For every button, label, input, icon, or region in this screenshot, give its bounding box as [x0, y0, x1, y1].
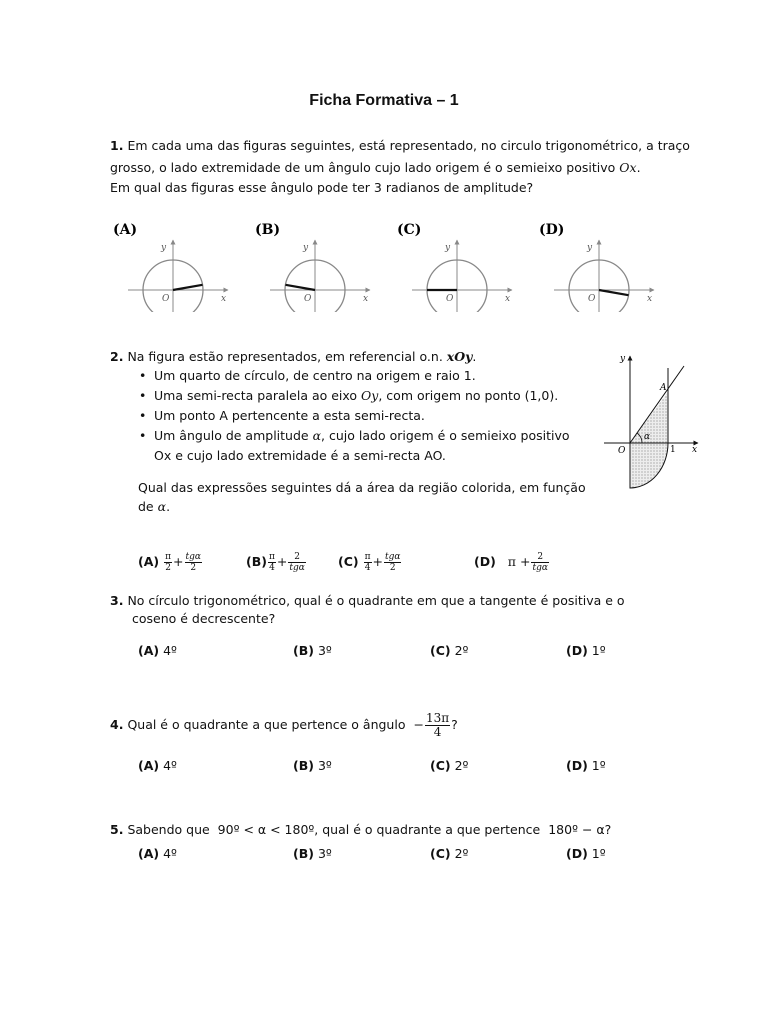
option-value: 1º — [591, 643, 606, 658]
bullet-4-text-c: Ox e cujo lado extremidade é a semi-recta AO. — [154, 448, 446, 463]
question-2-math-xoy: xOy — [446, 349, 473, 364]
frac-den: 4 — [433, 725, 442, 739]
question-1-math-ox: Ox — [619, 160, 637, 175]
y-label: y — [620, 354, 626, 364]
one-label: 1 — [670, 445, 676, 455]
bullet-2-text-a: Uma semi-recta paralela ao eixo — [154, 388, 358, 403]
q5-option-b — [293, 846, 332, 861]
option-value: 3º — [317, 758, 332, 773]
alpha-label: α — [644, 432, 651, 442]
question-2-bullets — [137, 366, 570, 466]
option-label: (C) — [430, 758, 451, 773]
origin-label: O — [162, 294, 170, 304]
q2-option-c — [338, 552, 402, 573]
bullet-4-text-a: Um ângulo de amplitude — [154, 428, 309, 443]
frac-den: tgα — [532, 563, 548, 573]
bullet-4 — [137, 426, 570, 446]
plus-sign: + — [276, 554, 288, 569]
origin-label: O — [446, 294, 454, 304]
y-label: y — [587, 243, 593, 253]
question-4-number: 4. — [110, 717, 124, 732]
question-3-line-1 — [110, 591, 625, 611]
q2-option-c-frac2 — [384, 552, 401, 573]
option-label: (A) — [138, 758, 160, 773]
q2-option-a — [138, 552, 203, 573]
question-2-question-alpha: α — [157, 499, 167, 514]
frac-num: tgα — [185, 552, 201, 562]
shaded-quarter-circle — [630, 443, 668, 488]
unit-circle-figure — [397, 222, 512, 312]
option-label: (B) — [293, 643, 314, 658]
option-value: 2º — [454, 643, 469, 658]
q5-option-a — [138, 846, 177, 861]
q2-option-d-frac — [531, 552, 548, 573]
bullet-4-continuation — [137, 446, 570, 466]
origin-label: O — [588, 294, 596, 304]
unit-circle-figure — [255, 222, 370, 312]
terminal-side — [173, 285, 203, 290]
frac-num: 2 — [288, 552, 305, 563]
question-1-figures — [105, 212, 675, 312]
question-1-text-2: grosso, o lado extremidade de um ângulo cujo lado origem é o semieixo positivo — [110, 160, 616, 175]
option-value: 3º — [317, 643, 332, 658]
q3-option-d — [566, 643, 606, 658]
question-5-math-2: 180º − α — [548, 822, 605, 837]
frac-den: 4 — [364, 563, 371, 573]
option-value: 2º — [454, 758, 469, 773]
x-label: x — [221, 294, 227, 304]
figure-label: (A) — [113, 222, 138, 238]
question-2-intro-text: Na figura estão representados, em referencial o.n. — [127, 349, 443, 364]
question-5-line — [110, 820, 611, 840]
unit-circle-figure — [539, 222, 654, 312]
bullet-2-text-b: , com origem no ponto (1,0). — [378, 388, 559, 403]
q2-option-a-frac2 — [185, 552, 202, 573]
question-4-line — [110, 709, 458, 741]
frac-num: π — [364, 552, 371, 562]
frac-den: 2 — [190, 563, 197, 573]
q3-option-a — [138, 643, 177, 658]
frac-num: π — [165, 552, 172, 562]
question-2-question-end: . — [166, 499, 171, 514]
q2-option-c-frac1 — [364, 552, 372, 573]
frac-num: π — [268, 552, 275, 562]
bullet-1: • Um quarto de círculo, de centro na origem e raio 1. — [137, 366, 570, 386]
option-label: (D) — [566, 758, 588, 773]
plus-sign: + — [372, 554, 383, 569]
q2-option-a-label: (A) — [138, 554, 160, 569]
terminal-side — [599, 290, 629, 295]
option-value: 3º — [317, 846, 332, 861]
bullet-2-math-oy: Oy — [361, 388, 379, 403]
question-2-question-de: de — [138, 499, 154, 514]
point-a-label: A — [660, 383, 667, 393]
page-title: Ficha Formativa – 1 — [309, 92, 459, 109]
q2-option-b-frac1 — [268, 552, 276, 573]
bullet-4-math-alpha: α — [312, 428, 322, 443]
q2-option-a-frac1 — [164, 552, 172, 573]
option-label: (D) — [566, 846, 588, 861]
figure-label: (C) — [397, 222, 422, 238]
option-label: (C) — [430, 846, 451, 861]
question-1-line-1 — [110, 136, 690, 156]
option-value: 4º — [163, 846, 177, 861]
x-label: x — [363, 294, 369, 304]
question-2-number: 2. — [110, 349, 124, 364]
frac-den: 2 — [165, 563, 171, 573]
option-value: 4º — [163, 643, 177, 658]
question-4-end: ? — [451, 717, 458, 732]
origin-label: O — [618, 446, 626, 456]
question-5-text-a: Sabendo que — [127, 822, 210, 837]
frac-num: tgα — [385, 552, 401, 562]
x-label: x — [692, 445, 698, 455]
frac-num: 2 — [531, 552, 548, 563]
bullet-3: • Um ponto A pertencente a esta semi-recta. — [137, 406, 570, 426]
q2-option-d — [474, 552, 550, 573]
q2-option-d-label: (D) — [474, 554, 496, 569]
y-label: y — [161, 243, 167, 253]
q4-option-b — [293, 758, 332, 773]
plus-sign: + — [173, 554, 184, 569]
option-value: 1º — [591, 846, 606, 861]
question-2-question-line-1: Qual das expressões seguintes dá a área da região colorida, em função — [138, 480, 586, 495]
q2-option-b — [246, 552, 307, 573]
question-4-minus: − — [413, 717, 424, 732]
figure-label: (B) — [255, 222, 281, 238]
y-label: y — [445, 243, 451, 253]
question-4-fraction — [425, 712, 450, 739]
frac-den: 2 — [389, 563, 396, 573]
q5-option-c — [430, 846, 468, 861]
question-5-end: ? — [604, 822, 612, 837]
option-label: (A) — [138, 846, 160, 861]
q2-option-b-label: (B) — [246, 554, 267, 569]
question-4-text: Qual é o quadrante a que pertence o ângulo — [127, 717, 406, 732]
question-5-math-1: 90º < α < 180º — [217, 822, 315, 837]
question-3-number: 3. — [110, 593, 124, 608]
option-value: 1º — [591, 758, 606, 773]
option-label: (A) — [138, 643, 160, 658]
option-label: (C) — [430, 643, 451, 658]
q4-option-c — [430, 758, 468, 773]
q5-option-d — [566, 846, 606, 861]
frac-den: tgα — [289, 563, 305, 573]
q4-option-d — [566, 758, 606, 773]
bullet-2 — [137, 386, 570, 406]
x-label: x — [647, 294, 653, 304]
question-2-question-line-2 — [138, 497, 170, 517]
q2-option-b-frac2 — [288, 552, 305, 573]
option-label: (B) — [293, 758, 314, 773]
y-label: y — [303, 243, 309, 253]
figure-label: (D) — [539, 222, 565, 238]
question-1-number: 1. — [110, 138, 124, 153]
question-5-number: 5. — [110, 822, 124, 837]
question-2-intro-end: . — [472, 349, 477, 364]
q2-option-c-label: (C) — [338, 554, 359, 569]
option-label: (B) — [293, 846, 314, 861]
question-1-line-2 — [110, 158, 641, 178]
q3-option-c — [430, 643, 468, 658]
q3-option-b — [293, 643, 332, 658]
pi-plus: π + — [507, 554, 531, 569]
origin-label: O — [304, 294, 312, 304]
question-1-line-3: Em qual das figuras esse ângulo pode ter 3 radianos de amplitude? — [110, 180, 534, 195]
bullet-4-text-b: , cujo lado origem é o semieixo positivo — [321, 428, 570, 443]
question-1-text-1: Em cada uma das figuras seguintes, está representado, no circulo trigonométrico, a traço — [127, 138, 690, 153]
x-label: x — [505, 294, 511, 304]
question-2-intro — [110, 347, 476, 367]
question-2-figure — [596, 348, 706, 494]
question-1-period: . — [636, 160, 641, 175]
question-3-line-2: coseno é decrescente? — [132, 611, 276, 626]
option-label: (D) — [566, 643, 588, 658]
frac-num: 13π — [425, 711, 450, 725]
question-5-text-b: , qual é o quadrante a que pertence — [314, 822, 541, 837]
question-3-text-1: No círculo trigonométrico, qual é o quadrante em que a tangente é positiva e o — [127, 593, 625, 608]
option-value: 2º — [454, 846, 469, 861]
terminal-side — [285, 285, 315, 290]
option-value: 4º — [163, 758, 177, 773]
q4-option-a — [138, 758, 177, 773]
unit-circle-figure — [113, 222, 228, 312]
frac-den: 4 — [269, 563, 275, 573]
